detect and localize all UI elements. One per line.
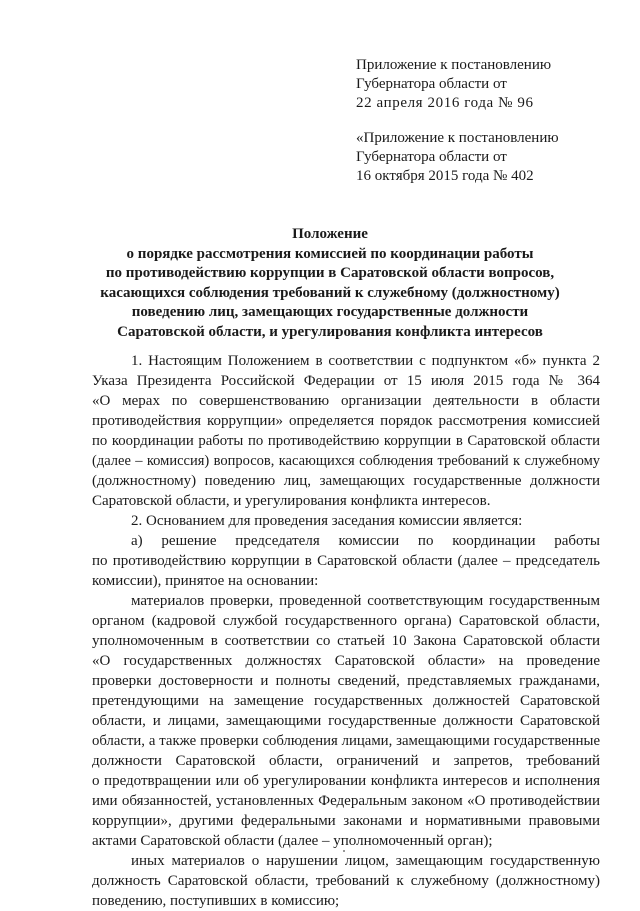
document-body: [92, 351, 600, 911]
text-line: 1. Настоящим Положением в соответствии с подпунктом «б» пункта 2: [131, 353, 600, 369]
document-title: [60, 225, 600, 343]
scan-speck: [343, 850, 345, 852]
text-line: области, и лицами, замещающими государственные должности Саратовской: [92, 713, 600, 729]
text-line: ими обязанностей, установленных Федеральным законом «О противодействии: [92, 793, 600, 809]
paragraph-2: [92, 511, 600, 531]
text-line: актами Саратовской области (далее – уполномоченный орган);: [92, 833, 493, 849]
text-line: органом (кадровой службой государственного органа) Саратовской области,: [92, 613, 600, 629]
text-line: иных материалов о нарушении лицом, замещающим государственную: [131, 853, 600, 869]
appendix-line: Приложение к постановлению: [356, 57, 552, 73]
appendix-line: Губернатора области от: [356, 76, 507, 92]
appendix-line: «Приложение к постановлению: [356, 130, 559, 146]
text-line: по противодействию коррупции в Саратовской области (далее – председатель: [92, 553, 600, 569]
text-line: Указа Президента Российской Федерации от 15 июля 2015 года № 364: [92, 373, 600, 389]
paragraph-4: [92, 591, 600, 851]
text-line: (должностному) поведению лиц, замещающих государственные должности: [92, 473, 600, 489]
text-line: а) решение председателя комиссии по координации работы: [131, 533, 600, 549]
text-line: «О государственных должностях Саратовской области» на проведение: [92, 653, 600, 669]
text-line: «О мерах по совершенствованию организации деятельности в области: [92, 393, 600, 409]
text-line: уполномоченным в соответствии со статьей 10 Закона Саратовской области: [92, 633, 600, 649]
text-line: Саратовской области, и урегулирования конфликта интересов.: [92, 493, 491, 509]
text-line: проверки достоверности и полноты сведений, представляемых гражданами,: [92, 673, 600, 689]
appendix-line: 22 апреля 2016 года № 96: [356, 95, 534, 111]
title-line: касающихся соблюдения требований к служебному (должностному): [100, 284, 560, 301]
text-line: о предотвращении или об урегулировании конфликта интересов и исполнения: [92, 773, 600, 789]
text-line: комиссии), принятое на основании:: [92, 573, 319, 589]
title-line: Саратовской области, и урегулирования конфликта интересов: [117, 323, 543, 340]
paragraph-1: [92, 351, 600, 511]
title-line: поведению лиц, замещающих государственные должности: [131, 304, 529, 321]
text-line: коррупции», другими федеральными законами и нормативными правовыми: [92, 813, 600, 829]
paragraph-3: [92, 531, 600, 591]
text-line: материалов проверки, проведенной соответствующим государственным: [131, 593, 600, 609]
text-line: должности Саратовской области, ограничений и запретов, требований: [92, 753, 600, 769]
text-line: области, а также проверки соблюдения лицами, замещающими государственные: [92, 733, 600, 749]
title-line: Положение: [292, 226, 368, 242]
text-line: противодействия коррупции» определяется порядок рассмотрения комиссией: [92, 413, 600, 429]
text-line: поведению, поступивших в комиссию;: [92, 893, 340, 909]
title-line: о порядке рассмотрения комиссией по координации работы: [126, 245, 534, 262]
text-line: должность Саратовской области, требований к служебному (должностному): [92, 873, 600, 889]
appendix-note-previous: [356, 129, 626, 186]
appendix-line: Губернатора области от: [356, 149, 507, 165]
title-line: по противодействию коррупции в Саратовской области вопросов,: [105, 265, 555, 282]
appendix-line: 16 октября 2015 года № 402: [356, 168, 534, 184]
text-line: по координации работы по противодействию коррупции в Саратовской области: [92, 433, 600, 449]
text-line: претендующими на замещение государственных должностей Саратовской: [92, 693, 600, 709]
text-line: 2. Основанием для проведения заседания комиссии является:: [131, 513, 523, 529]
appendix-note-current: [356, 56, 626, 113]
text-line: (далее – комиссия) вопросов, касающихся соблюдения требований к служебному: [92, 453, 600, 469]
paragraph-5: [92, 851, 600, 911]
